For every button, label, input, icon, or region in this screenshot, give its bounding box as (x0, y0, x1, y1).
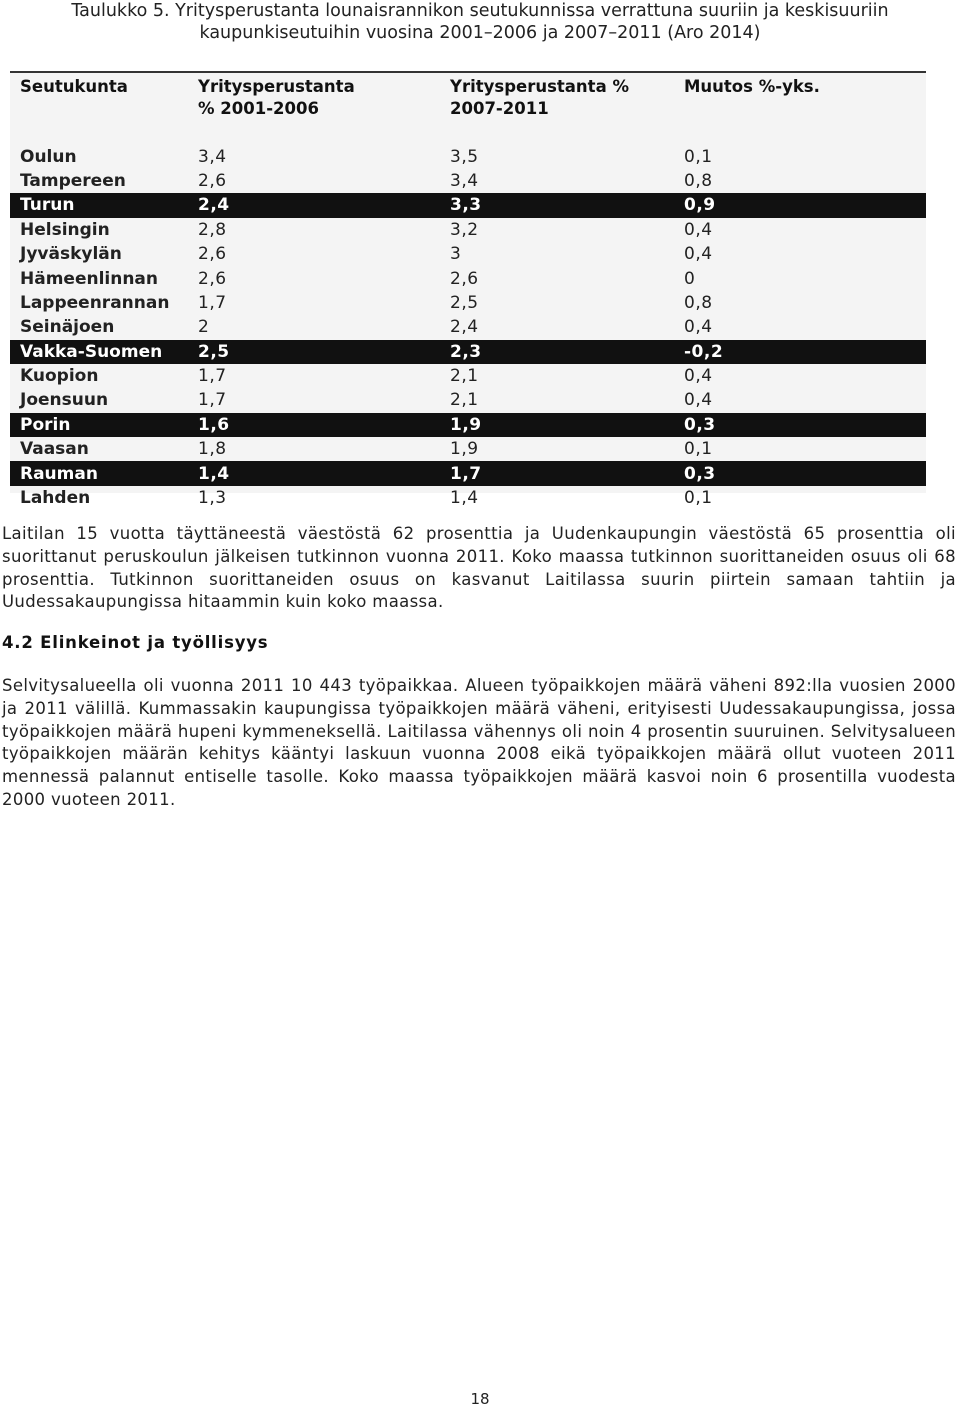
cell-2007-2011: 1,4 (450, 488, 479, 509)
cell-change: 0,4 (684, 366, 713, 387)
header-2001-2006 (198, 73, 450, 120)
cell-2001-2006: 1,4 (198, 461, 450, 485)
cell-change: 0,8 (684, 292, 713, 313)
table-row-highlighted (10, 340, 926, 364)
cell-name: Kuopion (20, 366, 99, 387)
data-table (10, 73, 926, 510)
table-row (10, 242, 926, 266)
cell-2007-2011: 2,1 (450, 366, 479, 387)
cell-2001-2006: 3,4 (198, 146, 227, 167)
cell-name: Vaasan (20, 439, 89, 460)
cell-2007-2011: 2,3 (450, 340, 684, 364)
table-row (10, 486, 926, 510)
cell-2007-2011: 2,1 (450, 390, 479, 411)
cell-2001-2006: 1,7 (198, 292, 227, 313)
cell-name: Hämeenlinnan (20, 268, 159, 289)
cell-2001-2006: 1,7 (198, 366, 227, 387)
table-caption (0, 0, 960, 44)
cell-name: Jyväskylän (20, 244, 122, 265)
cell-2007-2011: 3,4 (450, 170, 479, 191)
table-row (10, 315, 926, 339)
table-row (10, 291, 926, 315)
header-2001-2006-line2: % 2001-2006 (198, 99, 319, 118)
table-body (10, 120, 926, 510)
cell-change: 0,8 (684, 170, 713, 191)
section-heading: 4.2 Elinkeinot ja työllisyys (2, 633, 269, 652)
table-row (10, 364, 926, 388)
cell-name: Oulun (20, 146, 77, 167)
paragraph-education (2, 523, 956, 614)
cell-name: Tampereen (20, 170, 126, 191)
spacer-cell (10, 120, 926, 144)
cell-2007-2011: 1,7 (450, 461, 684, 485)
header-2007-2011-line1: Yritysperustanta % (450, 77, 629, 96)
caption-line-1: Taulukko 5. Yritysperustanta lounaisrannikon seutukunnissa verrattuna suuriin ja keskisuuriin (71, 1, 889, 21)
cell-2001-2006: 2,6 (198, 268, 227, 289)
cell-2001-2006: 1,6 (198, 413, 450, 437)
table-row (10, 388, 926, 412)
cell-name: Vakka-Suomen (10, 340, 198, 364)
cell-2007-2011: 1,9 (450, 413, 684, 437)
table-row (10, 437, 926, 461)
cell-name: Rauman (10, 461, 198, 485)
table-row (10, 218, 926, 242)
table-row-highlighted (10, 413, 926, 437)
header-2001-2006-line1: Yritysperustanta (198, 77, 355, 96)
table-row (10, 144, 926, 168)
table-header-row (10, 73, 926, 120)
table-row-highlighted (10, 461, 926, 485)
header-2007-2011-line2: 2007-2011 (450, 99, 549, 118)
cell-2001-2006: 1,7 (198, 390, 227, 411)
cell-name: Helsingin (20, 219, 110, 240)
page-number: 18 (470, 1390, 490, 1408)
cell-name: Lahden (20, 488, 91, 509)
cell-2007-2011: 3 (450, 244, 462, 265)
cell-2001-2006: 2,6 (198, 170, 227, 191)
header-seutukunta: Seutukunta (20, 77, 128, 96)
cell-2007-2011: 2,4 (450, 317, 479, 338)
cell-change: 0,3 (684, 413, 926, 437)
cell-2001-2006: 1,8 (198, 439, 227, 460)
cell-change: 0,4 (684, 317, 713, 338)
table-row (10, 169, 926, 193)
cell-name: Joensuun (20, 390, 109, 411)
cell-name: Porin (10, 413, 198, 437)
cell-2007-2011: 1,9 (450, 439, 479, 460)
cell-name: Turun (10, 193, 198, 217)
cell-2001-2006: 2,8 (198, 219, 227, 240)
cell-change: 0,1 (684, 146, 713, 167)
cell-change: 0 (684, 268, 696, 289)
cell-2007-2011: 3,5 (450, 146, 479, 167)
paragraph-employment (2, 675, 956, 812)
cell-2007-2011: 3,3 (450, 193, 684, 217)
caption-line-2: kaupunkiseutuihin vuosina 2001–2006 ja 2007–2011 (Aro 2014) (199, 23, 761, 43)
cell-change: 0,4 (684, 219, 713, 240)
cell-2007-2011: 2,6 (450, 268, 479, 289)
table-row-highlighted (10, 193, 926, 217)
table-spacer (10, 120, 926, 144)
cell-2001-2006: 2 (198, 317, 210, 338)
cell-2001-2006: 1,3 (198, 488, 227, 509)
header-muutos: Muutos %-yks. (684, 77, 820, 96)
cell-2001-2006: 2,5 (198, 340, 450, 364)
table-row (10, 266, 926, 290)
cell-name: Lappeenrannan (20, 292, 170, 313)
paragraph-text: Laitilan 15 vuotta täyttäneestä väestöstä 62 prosenttia ja Uudenkaupungin väestöstä 65 prosenttia oli suorittanut peruskoulun jälkeisen tutkinnon vuonna 2011. Koko maassa tutkinnon suorittaneiden osuus oli 68 prosenttia. Tutkinnon suorittaneiden osuus on kasvanut Laitilassa suurin piirtein samaan tahtiin ja Uudessakaupungissa hitaammin kuin koko maassa. (2, 524, 956, 612)
paragraph-text: Selvitysalueella oli vuonna 2011 10 443 työpaikkaa. Alueen työpaikkojen määrä väheni 892:lla vuosien 2000 ja 2011 välillä. Kummassakin kaupungissa työpaikkojen määrä väheni, erityisesti Uudessakaupungissa, jossa työpaikkojen määrä hupeni kymmeneksellä. Laitilassa vähennys oli noin 4 prosentin suuruinen. Selvitysalueen työpaikkojen määrän kehitys kääntyi laskuun vuonna 2008 eikä työpaikkojen määrä ollut vuoteen 2011 mennessä palannut entiselle tasolle. Koko maassa työpaikkojen määrä kasvoi noin 6 prosentilla vuodesta 2000 vuoteen 2011. (2, 676, 956, 809)
cell-change: 0,1 (684, 439, 713, 460)
cell-2001-2006: 2,6 (198, 244, 227, 265)
cell-2007-2011: 2,5 (450, 292, 479, 313)
cell-change: 0,3 (684, 461, 926, 485)
cell-change: 0,4 (684, 244, 713, 265)
cell-name: Seinäjoen (20, 317, 115, 338)
cell-change: -0,2 (684, 340, 926, 364)
cell-change: 0,4 (684, 390, 713, 411)
header-2007-2011 (450, 73, 684, 120)
cell-change: 0,9 (684, 193, 926, 217)
cell-change: 0,1 (684, 488, 713, 509)
table-image (10, 71, 926, 509)
cell-2007-2011: 3,2 (450, 219, 479, 240)
cell-2001-2006: 2,4 (198, 193, 450, 217)
